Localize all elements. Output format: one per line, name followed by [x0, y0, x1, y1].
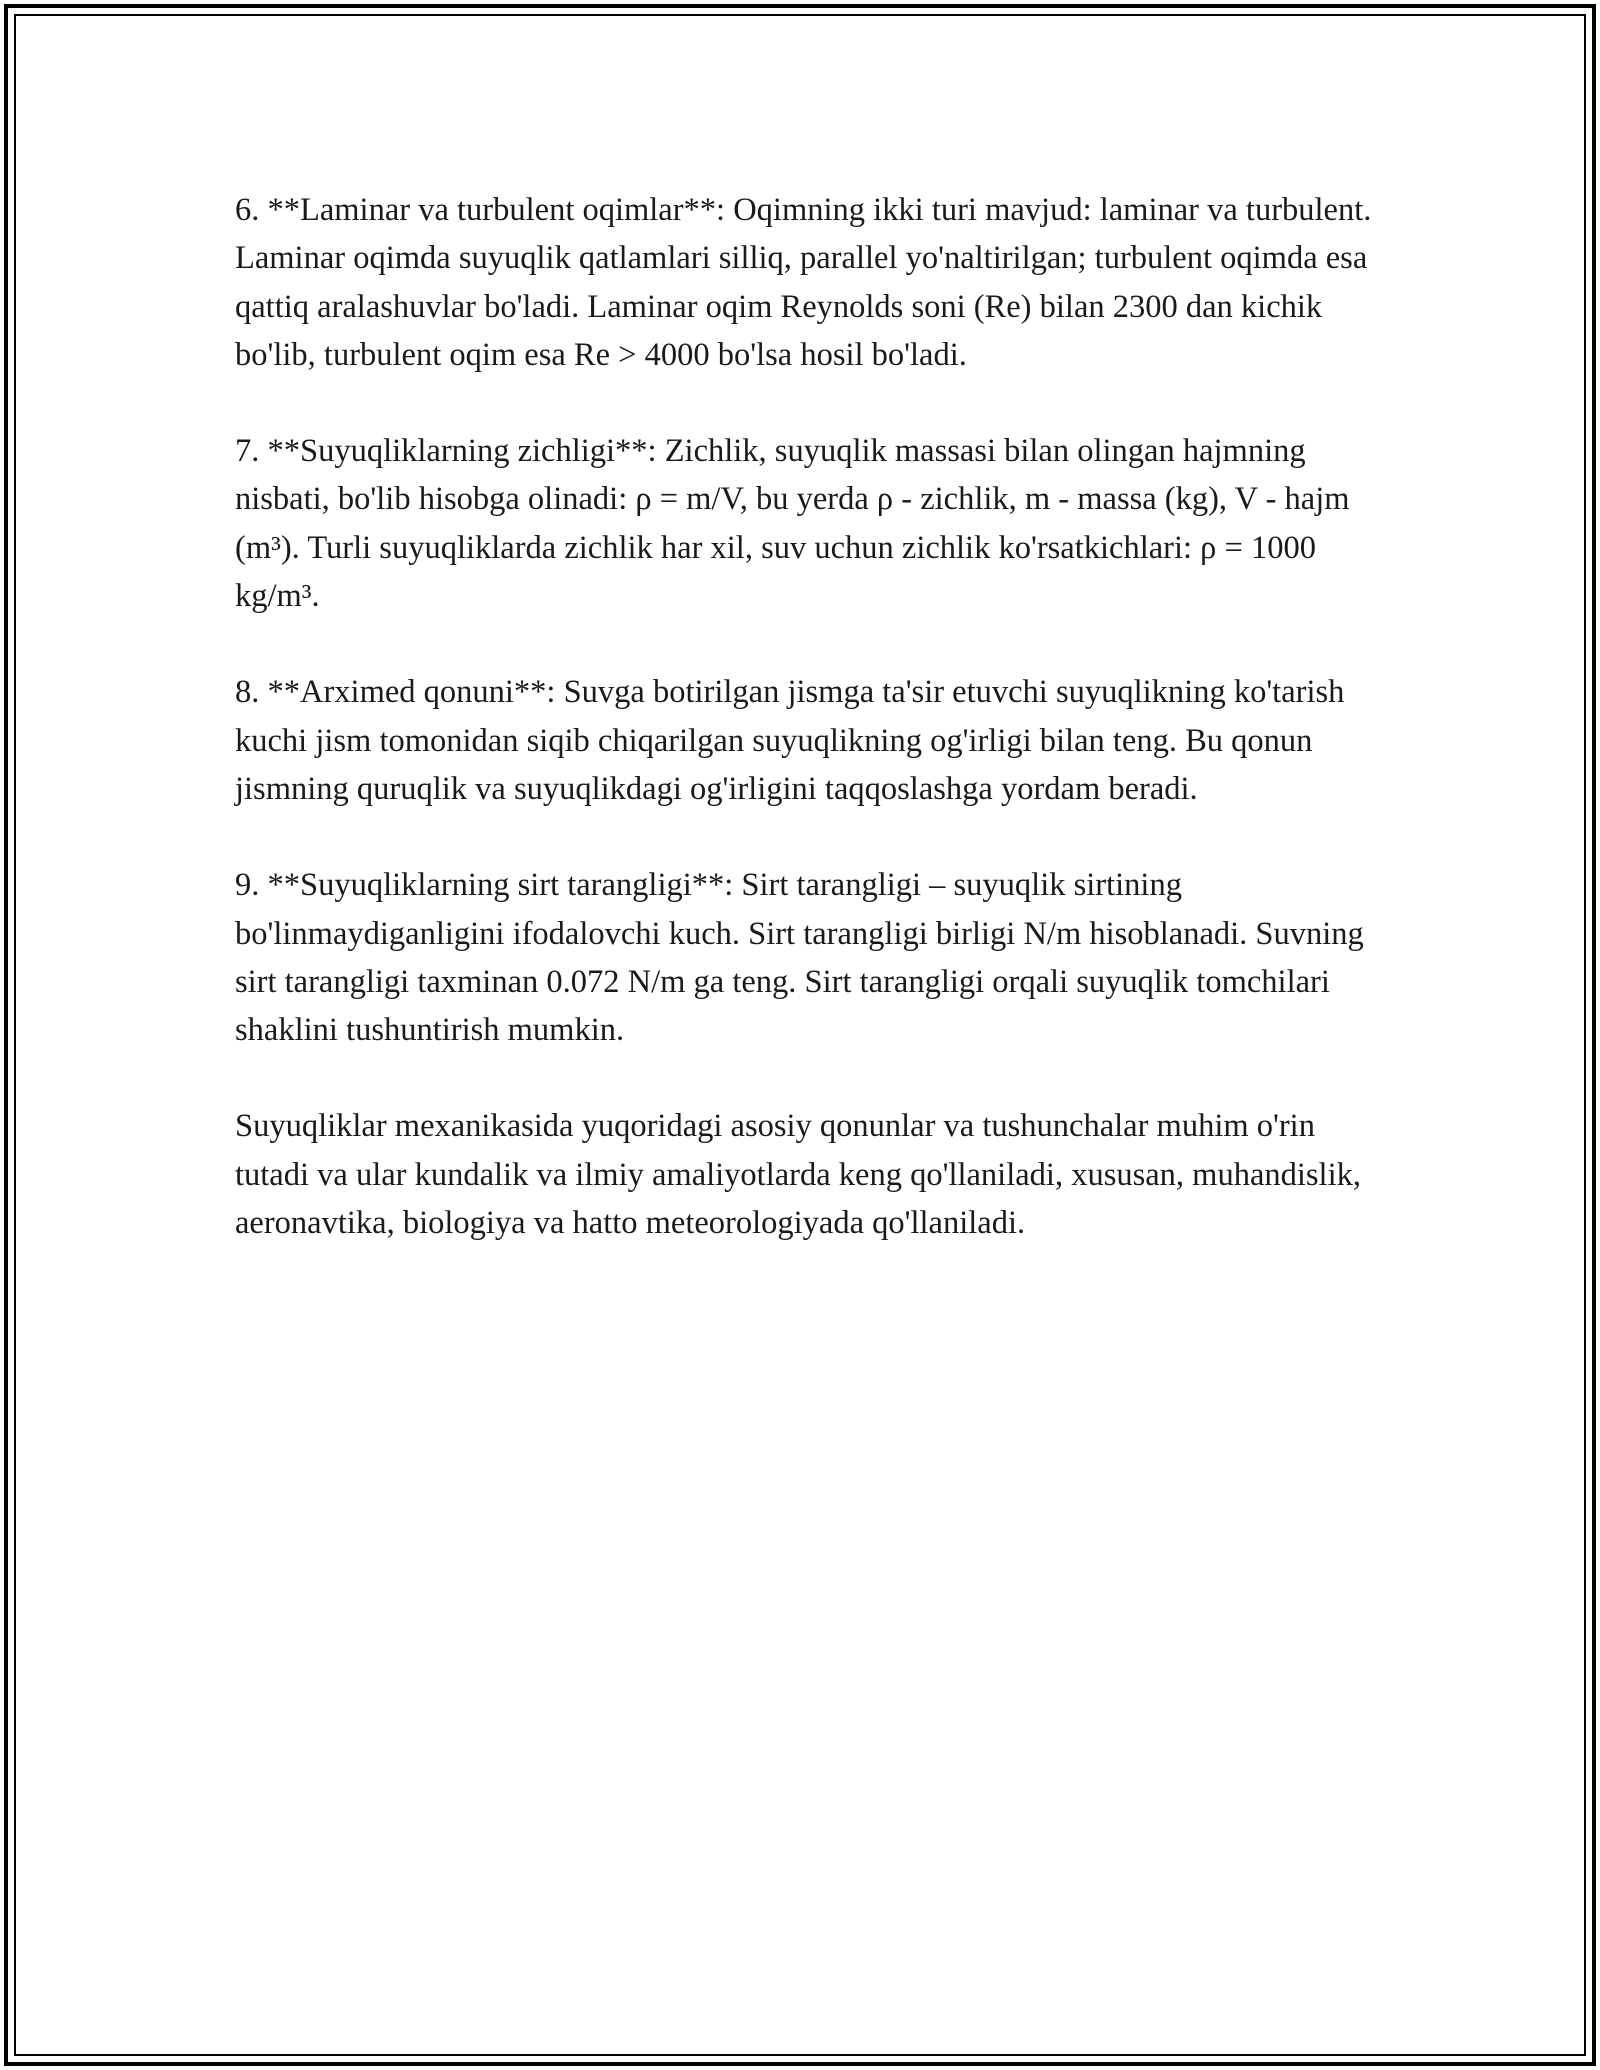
- paragraph-surface-tension: 9. **Suyuqliklarning sirt tarangligi**: Sirt tarangligi – suyuqlik sirtining bo'linmaydiganligini ifodalovchi kuch. Sirt tarangligi birligi N/m hisoblanadi. Suvning sirt tarangligi taxminan 0.072 N/m ga teng. Sirt tarangligi orqali suyuqlik tomchilari shaklini tushuntirish mumkin.: [235, 867, 1364, 1049]
- paragraph-conclusion: Suyuqliklar mexanikasida yuqoridagi asosiy qonunlar va tushunchalar muhim o'rin tutadi va ular kundalik va ilmiy amaliyotlarda keng qo'llaniladi, xususan, muhandislik, aeronavtika, biologiya va hatto meteorologiyada qo'llaniladi.: [235, 1108, 1361, 1242]
- document-body: [235, 186, 1375, 1247]
- paragraph-liquid-density: 7. **Suyuqliklarning zichligi**: Zichlik, suyuqlik massasi bilan olingan hajmning nisbati, bo'lib hisobga olinadi: ρ = m/V, bu yerda ρ - zichlik, m - massa (kg), V - hajm (m³). Turli suyuqliklarda zichlik har xil, suv uchun zichlik ko'rsatkichlari: ρ = 1000 kg/m³.: [235, 433, 1350, 615]
- paragraph-laminar-turbulent-flow: 6. **Laminar va turbulent oqimlar**: Oqimning ikki turi mavjud: laminar va turbulent. Laminar oqimda suyuqlik qatlamlari silliq, parallel yo'naltirilgan; turbulent oqimda esa qattiq aralashuvlar bo'ladi. Laminar oqim Reynolds soni (Re) bilan 2300 dan kichik bo'lib, turbulent oqim esa Re > 4000 bo'lsa hosil bo'ladi.: [235, 192, 1372, 373]
- paragraph-archimedes-law: 8. **Arximed qonuni**: Suvga botirilgan jismga ta'sir etuvchi suyuqlikning ko'tarish kuchi jism tomonidan siqib chiqarilgan suyuqlikning og'irligi bilan teng. Bu qonun jismning quruqlik va suyuqlikdagi og'irligini taqqoslashga yordam beradi.: [235, 674, 1345, 807]
